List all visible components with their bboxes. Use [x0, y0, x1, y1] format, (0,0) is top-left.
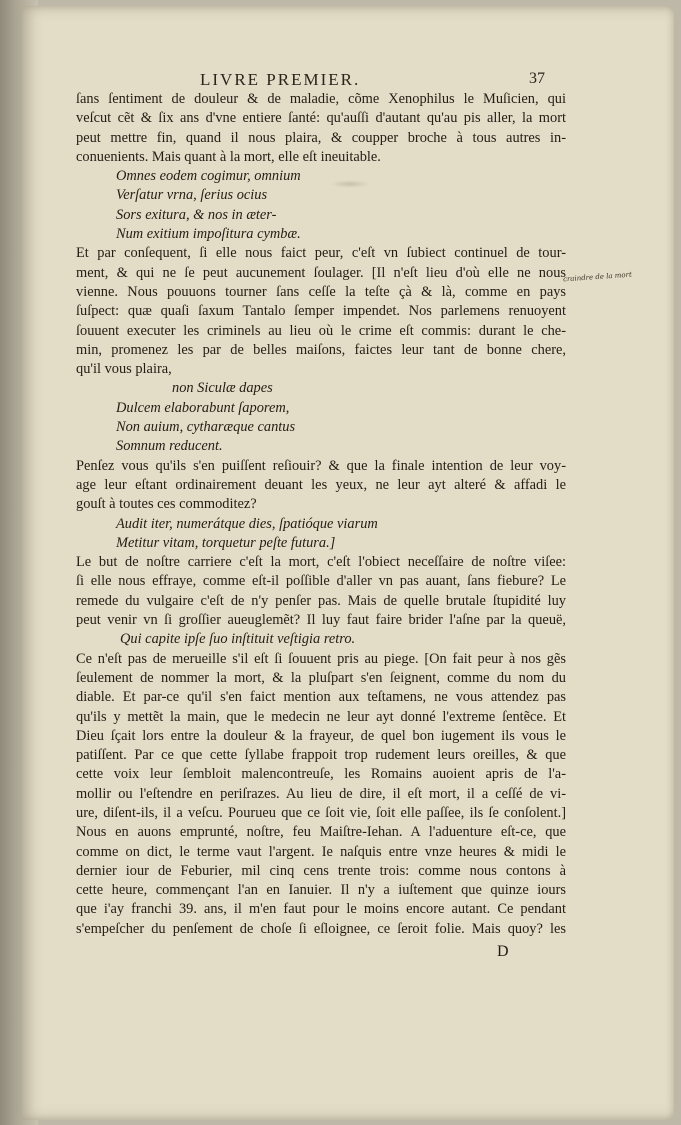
text-line: Et par conſequent, ſi elle nous faict peur, c'eſt vn ſubiect continuel de tour-	[76, 245, 566, 262]
text-line: peut venir vn ſi groſſier aueuglemẽt? Il luy faut faire brider l'aſne par la queuë,	[76, 612, 566, 629]
text-line: diable. Et par-ce qu'il s'en faict mention aux teſtamens, ne vous attendez pas	[76, 689, 566, 706]
text-line: conuenients. Mais quant à la mort, elle eſt ineuitable.	[76, 148, 381, 165]
text-line: Dulcem elaborabunt ſaporem,	[116, 399, 290, 416]
text-line: Nous en auons emprunté, noſtre, feu Maiſtre-Iehan. A l'aduenture eſt-ce, que	[76, 824, 566, 841]
text-line: ſouuent executer les criminels au lieu où le crime eſt commis: durant le che-	[76, 322, 566, 339]
text-line: Penſez vous qu'ils s'en puiſſent reſiouir? & que la finale intention de leur voy-	[76, 457, 566, 474]
text-line: non Siculæ dapes	[172, 380, 273, 397]
text-line: ſeulement de nommer la mort, & la pluſpart s'en ſeignent, comme du nom du	[76, 669, 566, 686]
text-line: age leur eſtant ordinairement deuant les yeux, ne leur ayt alteré & affadi le	[76, 476, 566, 493]
text-line: Sors exitura, & nos in æter-	[116, 206, 277, 223]
text-line: ſuſpect: quæ quaſi ſaxum Tantalo ſemper impendet. Nos parlemens renuoyent	[76, 303, 566, 320]
text-line: qu'ils y mettẽt la main, que le medecin ne leur ayt donné l'extreme ſentẽce. Et	[76, 708, 566, 725]
text-line: Num exitium impoſitura cymbæ.	[116, 226, 301, 243]
text-line: remede du vulgaire c'eſt de n'y penſer pas. Mais de quelle brutale ſtupidité luy	[76, 592, 566, 609]
body-text	[76, 90, 566, 939]
text-line: Metitur vitam, torquetur peſte futura.]	[116, 534, 336, 551]
text-line: patiſſent. Par ce que cette ſyllabe frappoit trop rudement leurs oreilles, & que	[76, 747, 566, 764]
running-title: LIVRE PREMIER.	[200, 70, 361, 89]
text-line: Somnum reducent.	[116, 438, 223, 455]
page-number: 37	[529, 70, 545, 87]
text-line: Dieu ſçait lors entre la douleur & la frayeur, de quel bon iugement ils vous le	[76, 727, 566, 744]
text-line: Omnes eodem cogimur, omnium	[116, 168, 301, 185]
text-line: dernier iour de Feburier, mil cinq cens trente trois: comme nous contons à	[76, 862, 566, 879]
text-line: ure, diſent-ils, il a veſcu. Pourueu que ce ſoit vie, ſoit elle paſſee, ils ſe conſolent.]	[76, 804, 566, 821]
text-line: comme on dict, le terme vaut l'argent. Ie naſquis entre vnze heures & midi le	[76, 843, 566, 860]
text-line: Qui capite ipſe ſuo inſtituit veſtigia retro.	[120, 631, 356, 648]
text-line: vienne. Nous pouuons tourner ſans ceſſe la teſte çà & là, comme en pays	[76, 283, 566, 300]
text-line: Ce n'eſt pas de merueille s'il eſt ſi ſouuent pris au piege. [On fait peur à nos gẽs	[76, 650, 566, 667]
page-header	[200, 70, 545, 92]
text-line: min, promenez les par de belles maiſons, faictes leur tant de bonne chere,	[76, 341, 566, 358]
text-line: cette heure, commençant l'an en Ianuier. Il n'y a iuſtement que quinze iours	[76, 882, 566, 899]
text-line: Non auium, cytharæque cantus	[116, 419, 296, 436]
text-line: mollir ou l'eſtendre en periſrazes. Au lieu de dire, il eſt mort, il a ceſſé de vi-	[76, 785, 566, 802]
text-line: cette voix leur ſembloit malencontreuſe, les Romains auoient apris de l'a-	[76, 766, 566, 783]
text-line: ſi elle nous effraye, comme eſt-il poſſible d'aller vn pas auant, ſans fiebure? Le	[76, 573, 566, 590]
text-line: veſcut cẽt & ſix ans d'vne entiere ſanté: qu'auſſi d'autant qu'au pis aller, la mort	[76, 110, 566, 127]
text-line: Verſatur vrna, ſerius ocius	[116, 187, 268, 204]
text-line: ment, & qui ne ſe peut aucunement ſoulager. [Il n'eſt lieu d'où elle ne nous	[76, 264, 566, 281]
signature-mark: D	[497, 943, 509, 960]
text-line: Audit iter, numerátque dies, ſpatióque viarum	[116, 515, 378, 532]
handwritten-margin-note: craindre de la mort	[562, 270, 633, 284]
text-line: Le but de noſtre carriere c'eſt la mort, c'eſt l'obiect neceſſaire de noſtre viſee:	[76, 554, 566, 571]
text-line: qu'il vous plaira,	[76, 361, 172, 378]
text-line: peut mettre fin, quand il nous plaira, & coupper broche à tous autres in-	[76, 129, 566, 146]
text-line: gouſt à toutes ces commoditez?	[76, 496, 257, 513]
text-line: que i'ay franchi 39. ans, il m'en faut pour le moins encore autant. Ce pendant	[76, 901, 566, 918]
text-line: ſans ſentiment de douleur & de maladie, cõme Xenophilus le Muſicien, qui	[76, 91, 566, 107]
text-line: s'empeſcher du penſement de choſe ſi eſloignee, ce ſeroit folie. Mais quoy? les	[76, 920, 566, 937]
